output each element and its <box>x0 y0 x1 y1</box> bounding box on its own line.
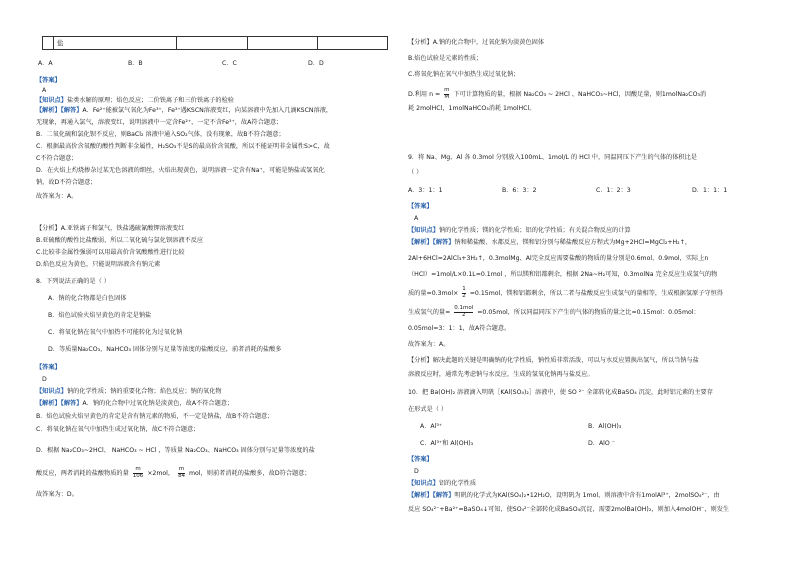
answer-line: 【答案】 <box>408 456 433 463</box>
explanation-line-with-fraction: 酸反应，两者消耗的盐酸物质的量 $\frac{m}{106}$ ×2mol， $\frac{m}{84}$ mol，则前者消耗的盐酸多，故D符合题意； <box>36 466 311 479</box>
option-b: B．B <box>128 60 143 67</box>
question-stem: 8．下列说法正确的是（ ） <box>36 278 110 285</box>
analysis-line: 【分析】解决此题的关键是明确钠的化学性质，钠性质非常活泼，可以与水反应置换出氢气，所以当钠与盐 <box>408 357 699 364</box>
knowledge-point: 【知识点】钠的化学性质；镁的化学性质；铝的化学性质；有关混合物反应的计算 <box>408 227 631 234</box>
choice-a: A．3：1：1 <box>408 187 443 194</box>
choice-b: B．6：3：2 <box>502 187 537 194</box>
analysis-line: D.焰色反应为黄色，只能说明溶液含有钠元素 <box>36 261 161 268</box>
answer-value: A <box>414 215 419 222</box>
question-stem-cont: 在形式是（ ） <box>408 406 448 413</box>
analysis-line: C.将氧化钠在氧气中加热生成过氧化钠； <box>408 71 520 78</box>
explanation-line: C不符合题意； <box>36 155 78 162</box>
explanation-line: 【解析】【解答】A．钠的化合物中过氧化钠是淡黄色，故A不符合题意； <box>36 400 234 407</box>
explanation-line: 【解析】【解答】明矾的化学式为KAl(SO₄)₂•12H₂O，设明矾为 1mol，则溶液中含有1molAl³⁺，2molSO₄²⁻，由 <box>408 492 720 499</box>
explanation-line: 无现象，再通入氯气，溶液变红，说明溶液中一定含Fe²⁺，一定不含Fe³⁺，故A符合题意； <box>36 119 283 126</box>
knowledge-point: 【知识点】铝的化学性质 <box>408 480 477 487</box>
fraction: $\frac{m}{106}$ <box>132 466 144 479</box>
answer-option-table <box>42 36 388 50</box>
explanation-line: 反应 SO₄²⁻+Ba²⁺=BaSO₄↓可知，使SO₄²⁻全部转化成BaSO₄沉淀，需要2molBa(OH)₂，则加入4molOH⁻，则发生 <box>408 506 730 513</box>
explanation-line: 【解析】【解答】A．Fe²⁺能被氯气氧化为Fe³⁺，Fe³⁺遇KSCN溶液变红，向某溶液中先加入几滴KSCN溶液， <box>36 107 333 114</box>
explanation-line-with-fraction: 质的量=0.3mol× $\frac{1}{2}$ =0.15mol，镁和铝都剩余，所以二者与盐酸反应生成氢气的量相等，生成根据氢原子守恒得 <box>408 286 723 299</box>
explanation-line: D．根据 Na₂CO₃~2HCl、 NaHCO₃ ~ HCl ，等质量 Na₂CO₃、NaHCO₃ 固体分别与足量等浓度的盐 <box>36 447 315 454</box>
choice-a: A．Al³⁺ <box>420 423 443 430</box>
choice-c: C．1：2：3 <box>596 187 631 194</box>
choice-d: D．AlO ⁻ <box>588 440 616 447</box>
choice-c: C．将氧化钠在氧气中加热不可能转化为过氧化钠 <box>48 329 183 336</box>
analysis-line: 耗 2molHCl，1molNaHCO₃消耗 1molHCl。 <box>408 105 536 112</box>
analysis-line-with-fraction: D.利用 n = $\frac{m}{M}$ 下可计算物质的量，根据 Na₂CO₃ ~ 2HCl 、NaHCO₃~HCl，因酸足量，则1molNa₂CO₃消 <box>408 87 707 100</box>
explanation-line: C．根据最高价含氧酸的酸性判断非金属性，H₂SO₃不是S的最高价含氧酸，所以不能证明非金属性S>C，故 <box>36 143 330 150</box>
table-cell-salt: 盐 <box>53 37 177 50</box>
explanation-line: D．在火焰上灼烧掺杂过某无色溶液的细丝，火焰出现黄色，说明溶液一定含有Na⁺，可能是钠盐或氢氧化 <box>36 167 325 174</box>
conclusion-line: 故答案为：A。 <box>408 341 450 348</box>
explanation-line: （HCl）=1mol/L×0.1L=0.1mol ，所以镁和铝都剩余，根据 2Na~H₂可知，0.3molNa 完全反应生成氢气的物 <box>408 271 718 278</box>
answer-line: 【答案】 <box>36 77 61 84</box>
option-a: A．A <box>38 60 53 67</box>
fraction: $\frac{m}{84}$ <box>178 466 186 479</box>
answer-value: D <box>414 468 419 475</box>
explanation-line: B．焰色试验火焰呈黄色的肯定是含有钠元素的物质，不一定是钠盐，故B不符合题意； <box>36 413 274 420</box>
explanation-line: 钠，故D不符合题意； <box>36 179 97 186</box>
fraction: $\frac{m}{M}$ <box>444 87 450 100</box>
explanation-line-with-fraction: 生成氢气的量= $\frac{\text{0.1mol}}{2}$ =0.05mol，所以同温同压下产生的气体的物质的量之比=0.15mol：0.05mol： <box>408 305 700 318</box>
analysis-line: 【分析】A.钠的化合物中，过氧化钠为淡黄色固体 <box>408 39 545 46</box>
question-stem: 9．将 Na、Mg、Al 各 0.3mol 分别放入100mL、1mol/L 的 HCl 中，同温同压下产生的气体的体积比是 <box>408 154 697 161</box>
question-stem: 10．把 Ba(OH)₂ 溶液滴入明矾［KAl(SO₄)₂］溶液中，使 SO ²⁻ 全部转化成BaSO₄ 沉淀，此时铝元素的主要存 <box>408 389 713 396</box>
analysis-line: C.比较非金属性强弱可以用最高价含氧酸酸性进行比较 <box>36 249 185 256</box>
knowledge-point: 【知识点】盐类水解的原理；焰色反应；二价铁离子和三价铁离子的检验 <box>36 97 234 104</box>
fraction: $\frac{\text{0.1mol}}{2}$ <box>454 305 474 318</box>
answer-value: A <box>42 87 47 94</box>
conclusion-line: 故答案为：D。 <box>36 491 78 498</box>
option-d: D．D <box>308 60 324 67</box>
analysis-line: B.亚硫酸的酸性比盐酸弱，所以二氧化硫与氯化钡溶液不反应 <box>36 237 204 244</box>
analysis-line: 溶液反应时，通常先考虑钠与水反应，生成的氢氧化钠再与盐反应。 <box>408 371 594 378</box>
choice-b: B．Al(OH)₃ <box>588 423 622 430</box>
option-c: C．C <box>222 60 237 67</box>
analysis-line: B.焰色试验是元素的性质； <box>408 55 483 62</box>
fraction: $\frac{1}{2}$ <box>462 286 466 299</box>
conclusion-line: 故答案为：A。 <box>36 193 78 200</box>
answer-line: 【答案】 <box>36 364 61 371</box>
analysis-line: 【分析】A.亚铁离子和氯气，铁盐遇硫氰酸钾溶液变红 <box>36 225 185 232</box>
explanation-line: 2Al+6HCl=2AlCl₃+3H₂↑，0.3molMg、Al完全反应需要盐酸的物质的量分别是0.6mol、0.9mol，实际上n <box>408 255 709 262</box>
choice-d: D．等质量Na₂CO₃、NaHCO₃ 固体分别与足量等浓度的盐酸反应，前者消耗的盐酸多 <box>48 346 282 353</box>
knowledge-point: 【知识点】钠的化学性质；钠的重要化合物；焰色反应；钠的氧化物 <box>36 388 222 395</box>
choice-a: A．钠的化合物都是白色固体 <box>48 295 127 302</box>
explanation-line: 0.05mol=3：1：1，故A符合题意。 <box>408 325 511 332</box>
explanation-line: B．二氧化硫和氯化钡不反应，则BaCl₂ 溶液中通入SO₂气体，没有现象，故B不符合题意； <box>36 131 285 138</box>
question-paren: （ ） <box>408 169 423 176</box>
table-row <box>43 37 388 50</box>
choice-b: B．焰色试验火焰呈黄色的肯定是钠盐 <box>48 312 152 319</box>
choice-c: C．Al³⁺和 Al(OH)₃ <box>420 440 474 447</box>
explanation-line: 【解析】【解答】钠和稀盐酸、水都反应，镁和铝分别与稀盐酸反应方程式为Mg+2HCl=MgCl₂+H₂↑， <box>408 239 692 246</box>
choice-d: D．1：1：1 <box>692 187 728 194</box>
explanation-line: C．将氧化钠在氧气中加热生成过氧化钠，故C不符合题意； <box>36 426 200 433</box>
answer-value: D <box>42 376 47 383</box>
answer-line: 【答案】 <box>408 203 433 210</box>
